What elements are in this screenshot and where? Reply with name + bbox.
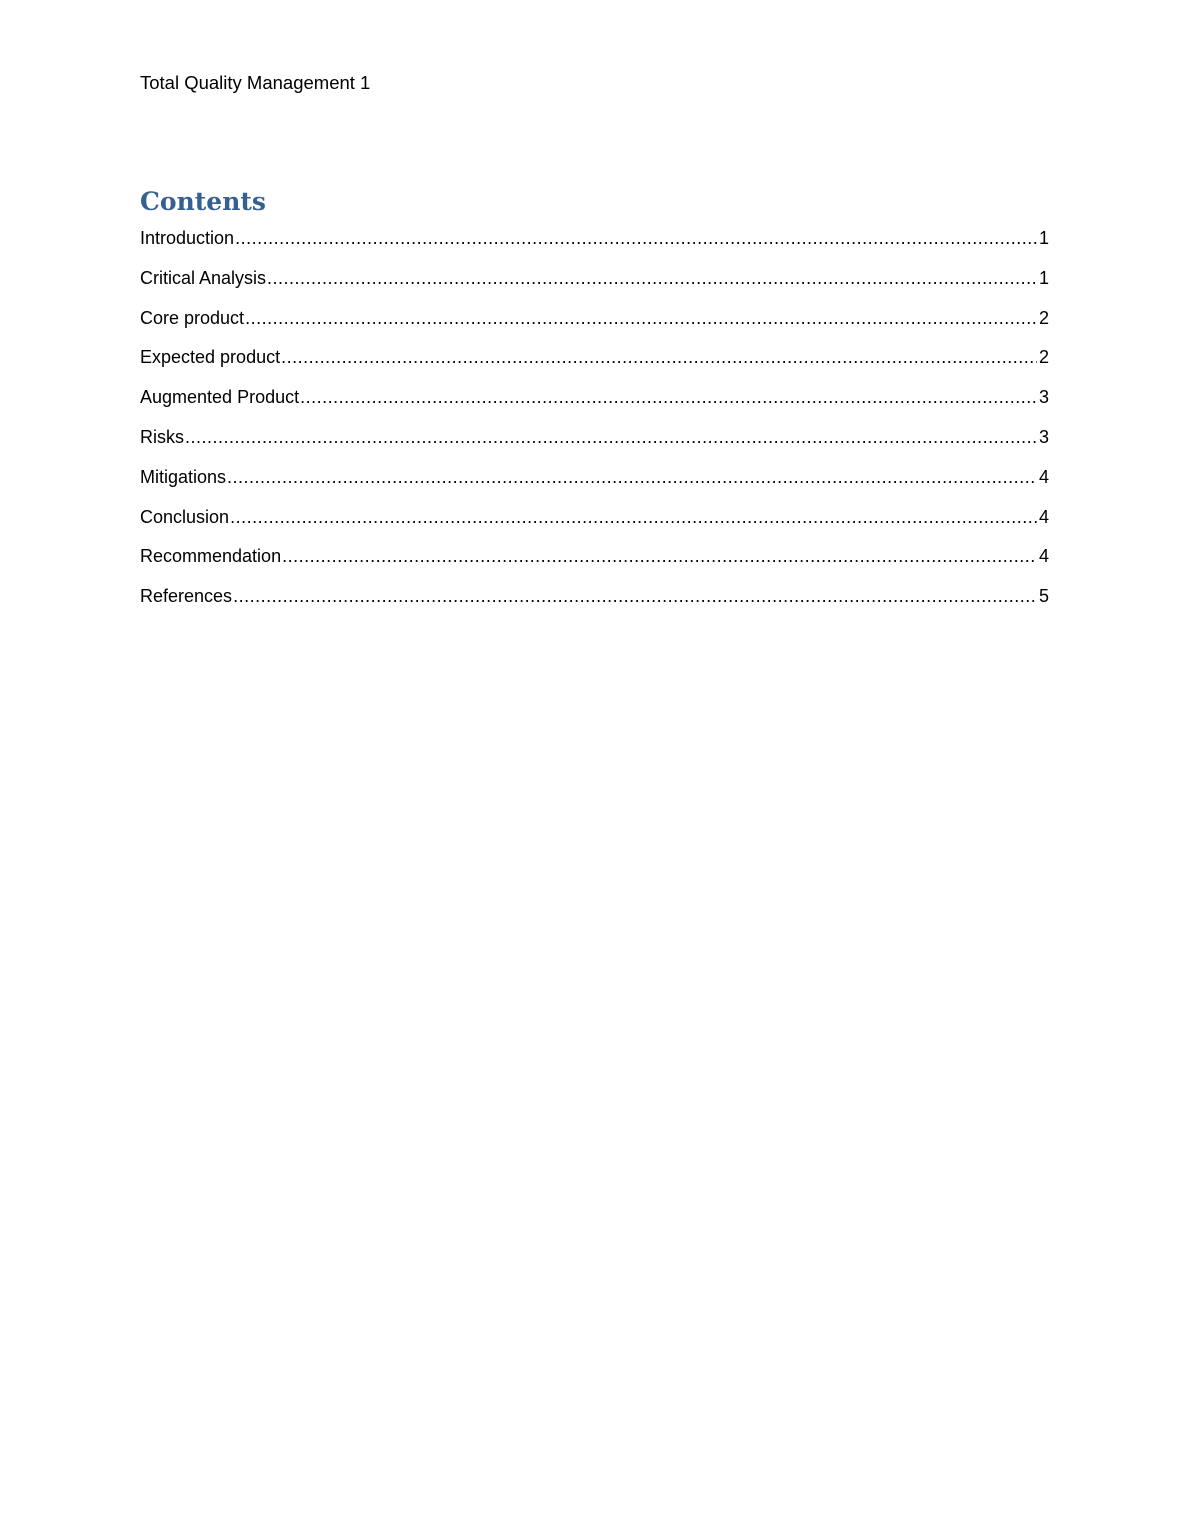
toc-entry-title: Mitigations bbox=[140, 466, 227, 487]
toc-entry-page-number: 3 bbox=[1038, 387, 1049, 408]
toc-dot-leader bbox=[235, 226, 1037, 250]
toc-entry-conclusion[interactable] bbox=[140, 505, 1049, 545]
toc-entry-title: Core product bbox=[140, 307, 245, 328]
running-header: Total Quality Management 1 bbox=[140, 72, 371, 93]
toc-entry-critical-analysis[interactable] bbox=[140, 266, 1049, 306]
toc-entry-title: Expected product bbox=[140, 347, 281, 368]
toc-dot-leader bbox=[233, 584, 1037, 608]
toc-dot-leader bbox=[185, 425, 1037, 449]
toc-dot-leader bbox=[300, 385, 1037, 409]
table-of-contents bbox=[140, 226, 1049, 624]
toc-entry-page-number: 2 bbox=[1038, 307, 1049, 328]
toc-entry-title: References bbox=[140, 586, 233, 607]
toc-entry-risks[interactable] bbox=[140, 425, 1049, 465]
toc-entry-title: Augmented Product bbox=[140, 387, 300, 408]
toc-entry-page-number: 1 bbox=[1038, 228, 1049, 248]
toc-entry-title: Conclusion bbox=[140, 506, 230, 527]
toc-entry-references[interactable] bbox=[140, 584, 1049, 624]
toc-entry-page-number: 1 bbox=[1038, 267, 1049, 288]
toc-entry-page-number: 2 bbox=[1038, 347, 1049, 368]
toc-dot-leader bbox=[281, 345, 1037, 369]
toc-entry-expected-product[interactable] bbox=[140, 345, 1049, 385]
toc-dot-leader bbox=[230, 505, 1037, 529]
toc-dot-leader bbox=[227, 465, 1037, 489]
toc-entry-title: Critical Analysis bbox=[140, 267, 267, 288]
toc-entry-introduction[interactable] bbox=[140, 226, 1049, 266]
toc-dot-leader bbox=[282, 544, 1037, 568]
toc-dot-leader bbox=[245, 306, 1037, 330]
toc-entry-title: Introduction bbox=[140, 228, 235, 248]
toc-entry-recommendation[interactable] bbox=[140, 544, 1049, 584]
toc-entry-page-number: 4 bbox=[1038, 506, 1049, 527]
toc-entry-page-number: 4 bbox=[1038, 466, 1049, 487]
toc-entry-title: Recommendation bbox=[140, 546, 282, 567]
toc-entry-page-number: 5 bbox=[1038, 586, 1049, 607]
toc-entry-core-product[interactable] bbox=[140, 306, 1049, 346]
toc-heading: Contents bbox=[140, 187, 267, 216]
toc-entry-augmented-product[interactable] bbox=[140, 385, 1049, 425]
toc-entry-mitigations[interactable] bbox=[140, 465, 1049, 505]
toc-entry-page-number: 3 bbox=[1038, 426, 1049, 447]
toc-entry-title: Risks bbox=[140, 426, 184, 447]
toc-entry-page-number: 4 bbox=[1038, 546, 1049, 567]
toc-dot-leader bbox=[267, 266, 1037, 290]
